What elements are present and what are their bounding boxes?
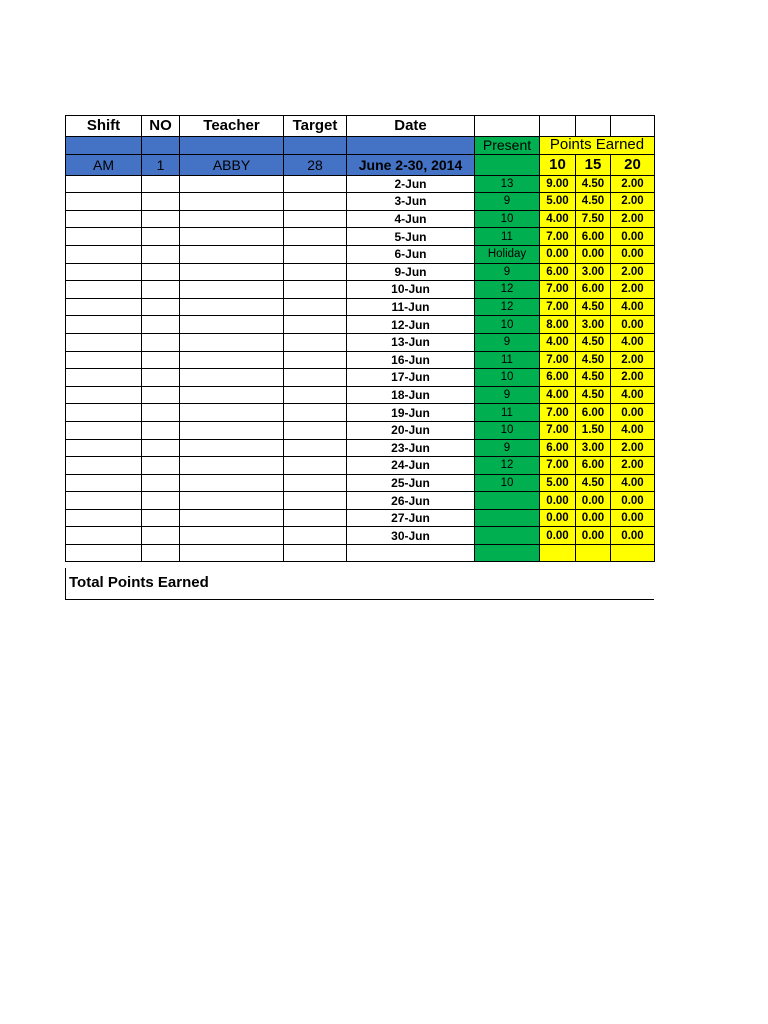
date-cell: 24-Jun — [347, 457, 475, 475]
empty-cell — [180, 369, 284, 387]
table-row — [66, 298, 655, 316]
present-cell: 9 — [475, 263, 540, 281]
present-cell: 11 — [475, 228, 540, 246]
present-cell: 11 — [475, 404, 540, 422]
points-15-cell: 0.00 — [576, 527, 611, 545]
points-10-cell: 7.00 — [540, 351, 576, 369]
date-cell: 2-Jun — [347, 175, 475, 193]
empty-header-cell — [475, 116, 540, 137]
empty-cell — [142, 193, 180, 211]
empty-cell — [180, 527, 284, 545]
total-points-label: Total Points Earned — [69, 574, 209, 591]
table-row — [66, 369, 655, 387]
present-cell: 12 — [475, 281, 540, 299]
empty-cell — [284, 457, 347, 475]
points-15-cell: 4.50 — [576, 193, 611, 211]
subheader-row — [66, 137, 655, 155]
points-15-cell: 6.00 — [576, 457, 611, 475]
tier-15: 15 — [576, 154, 611, 175]
empty-cell — [576, 545, 611, 562]
points-20-cell: 0.00 — [611, 245, 655, 263]
present-cell — [475, 154, 540, 175]
points-15-cell: 3.00 — [576, 439, 611, 457]
points-15-cell: 3.00 — [576, 263, 611, 281]
points-20-cell: 4.00 — [611, 386, 655, 404]
empty-cell — [142, 386, 180, 404]
points-20-cell: 0.00 — [611, 527, 655, 545]
empty-cell — [142, 245, 180, 263]
points-10-cell: 7.00 — [540, 298, 576, 316]
date-cell: 13-Jun — [347, 333, 475, 351]
empty-cell — [142, 545, 180, 562]
empty-cell — [142, 228, 180, 246]
empty-cell — [142, 492, 180, 510]
teacher-row — [66, 154, 655, 175]
present-cell: 9 — [475, 193, 540, 211]
points-20-cell: 2.00 — [611, 457, 655, 475]
points-10-cell: 5.00 — [540, 474, 576, 492]
points-15-cell: 3.00 — [576, 316, 611, 334]
empty-cell — [284, 298, 347, 316]
points-15-cell: 1.50 — [576, 421, 611, 439]
no-value: 1 — [142, 154, 180, 175]
empty-cell — [284, 316, 347, 334]
empty-cell — [142, 457, 180, 475]
points-10-cell: 7.00 — [540, 281, 576, 299]
points-10-cell: 4.00 — [540, 333, 576, 351]
empty-cell — [180, 474, 284, 492]
date-cell: 30-Jun — [347, 527, 475, 545]
date-range: June 2-30, 2014 — [347, 154, 475, 175]
points-15-cell: 0.00 — [576, 509, 611, 527]
empty-cell — [180, 439, 284, 457]
date-cell: 17-Jun — [347, 369, 475, 387]
empty-cell — [66, 457, 142, 475]
empty-cell — [180, 457, 284, 475]
points-20-cell: 2.00 — [611, 351, 655, 369]
points-15-cell: 4.50 — [576, 333, 611, 351]
present-cell: 10 — [475, 316, 540, 334]
points-20-cell: 0.00 — [611, 316, 655, 334]
empty-cell — [180, 263, 284, 281]
empty-cell — [284, 263, 347, 281]
empty-cell — [180, 492, 284, 510]
table-row — [66, 509, 655, 527]
points-20-cell: 0.00 — [611, 404, 655, 422]
points-20-cell: 2.00 — [611, 263, 655, 281]
empty-cell — [66, 298, 142, 316]
empty-cell — [142, 333, 180, 351]
empty-cell — [66, 369, 142, 387]
points-15-cell: 6.00 — [576, 228, 611, 246]
empty-cell — [142, 351, 180, 369]
present-cell — [475, 492, 540, 510]
present-header: Present — [475, 137, 540, 155]
points-20-cell: 4.00 — [611, 298, 655, 316]
date-cell: 16-Jun — [347, 351, 475, 369]
date-cell: 27-Jun — [347, 509, 475, 527]
points-10-cell: 0.00 — [540, 245, 576, 263]
points-10-cell: 4.00 — [540, 386, 576, 404]
empty-cell — [284, 369, 347, 387]
empty-cell — [180, 333, 284, 351]
empty-cell — [66, 316, 142, 334]
empty-cell — [142, 369, 180, 387]
points-10-cell: 0.00 — [540, 492, 576, 510]
table-row — [66, 386, 655, 404]
empty-cell — [284, 228, 347, 246]
empty-cell — [475, 545, 540, 562]
points-earned-header: Points Earned — [540, 137, 655, 155]
date-cell: 11-Jun — [347, 298, 475, 316]
points-10-cell: 6.00 — [540, 439, 576, 457]
header-row — [66, 116, 655, 137]
empty-cell — [180, 228, 284, 246]
empty-cell — [142, 527, 180, 545]
points-10-cell: 7.00 — [540, 228, 576, 246]
points-20-cell: 0.00 — [611, 492, 655, 510]
total-points-row — [65, 568, 654, 600]
tier-20: 20 — [611, 154, 655, 175]
teacher-name: ABBY — [180, 154, 284, 175]
table-row — [66, 351, 655, 369]
empty-cell — [66, 245, 142, 263]
table-row — [66, 281, 655, 299]
present-cell — [475, 527, 540, 545]
empty-cell — [180, 351, 284, 369]
points-15-cell: 4.50 — [576, 175, 611, 193]
points-20-cell: 4.00 — [611, 474, 655, 492]
points-20-cell: 2.00 — [611, 369, 655, 387]
table-row — [66, 333, 655, 351]
empty-cell — [66, 281, 142, 299]
date-cell: 10-Jun — [347, 281, 475, 299]
empty-cell — [142, 509, 180, 527]
present-cell: 9 — [475, 439, 540, 457]
empty-cell — [66, 210, 142, 228]
table-row — [66, 404, 655, 422]
present-cell: 12 — [475, 457, 540, 475]
empty-header-cell — [611, 116, 655, 137]
points-20-cell: 2.00 — [611, 439, 655, 457]
empty-cell — [180, 545, 284, 562]
empty-cell — [611, 545, 655, 562]
points-10-cell: 7.00 — [540, 457, 576, 475]
points-10-cell: 6.00 — [540, 263, 576, 281]
points-20-cell: 2.00 — [611, 193, 655, 211]
empty-cell — [142, 474, 180, 492]
date-cell: 9-Jun — [347, 263, 475, 281]
blue-cell — [347, 137, 475, 155]
points-10-cell: 5.00 — [540, 193, 576, 211]
table-row — [66, 474, 655, 492]
empty-cell — [180, 509, 284, 527]
empty-cell — [180, 281, 284, 299]
points-20-cell: 0.00 — [611, 228, 655, 246]
empty-cell — [66, 527, 142, 545]
empty-cell — [284, 492, 347, 510]
table-row — [66, 263, 655, 281]
table-row — [66, 457, 655, 475]
blue-cell — [142, 137, 180, 155]
present-cell: 13 — [475, 175, 540, 193]
points-10-cell: 4.00 — [540, 210, 576, 228]
empty-cell — [347, 545, 475, 562]
empty-cell — [66, 474, 142, 492]
empty-cell — [284, 333, 347, 351]
date-header: Date — [347, 116, 475, 137]
present-cell: Holiday — [475, 245, 540, 263]
empty-cell — [284, 245, 347, 263]
empty-cell — [66, 228, 142, 246]
teacher-header: Teacher — [180, 116, 284, 137]
empty-cell — [142, 298, 180, 316]
present-cell: 10 — [475, 474, 540, 492]
points-10-cell: 6.00 — [540, 369, 576, 387]
attendance-points-sheet — [65, 115, 655, 562]
points-15-cell: 4.50 — [576, 298, 611, 316]
blue-cell — [66, 137, 142, 155]
table-row — [66, 210, 655, 228]
date-cell: 4-Jun — [347, 210, 475, 228]
empty-cell — [66, 175, 142, 193]
empty-cell — [66, 421, 142, 439]
empty-cell — [180, 245, 284, 263]
empty-cell — [66, 509, 142, 527]
empty-cell — [142, 421, 180, 439]
target-value: 28 — [284, 154, 347, 175]
empty-cell — [284, 386, 347, 404]
points-20-cell: 0.00 — [611, 509, 655, 527]
date-cell: 20-Jun — [347, 421, 475, 439]
empty-cell — [66, 439, 142, 457]
points-10-cell: 7.00 — [540, 404, 576, 422]
points-20-cell: 2.00 — [611, 210, 655, 228]
date-cell: 23-Jun — [347, 439, 475, 457]
table-row — [66, 245, 655, 263]
present-cell: 10 — [475, 210, 540, 228]
empty-cell — [180, 210, 284, 228]
table-row — [66, 439, 655, 457]
empty-cell — [180, 316, 284, 334]
points-15-cell: 7.50 — [576, 210, 611, 228]
present-cell: 9 — [475, 386, 540, 404]
empty-cell — [142, 281, 180, 299]
table-row — [66, 175, 655, 193]
empty-cell — [142, 263, 180, 281]
date-cell: 19-Jun — [347, 404, 475, 422]
blue-cell — [180, 137, 284, 155]
empty-cell — [66, 386, 142, 404]
empty-cell — [180, 193, 284, 211]
present-cell: 11 — [475, 351, 540, 369]
empty-cell — [66, 492, 142, 510]
empty-cell — [284, 404, 347, 422]
empty-cell — [180, 298, 284, 316]
empty-row — [66, 545, 655, 562]
date-cell: 5-Jun — [347, 228, 475, 246]
empty-cell — [284, 439, 347, 457]
blue-cell — [284, 137, 347, 155]
table-row — [66, 492, 655, 510]
points-15-cell: 6.00 — [576, 281, 611, 299]
date-cell: 18-Jun — [347, 386, 475, 404]
table-row — [66, 228, 655, 246]
empty-cell — [284, 545, 347, 562]
present-cell: 12 — [475, 298, 540, 316]
empty-cell — [66, 193, 142, 211]
date-cell: 3-Jun — [347, 193, 475, 211]
table-row — [66, 193, 655, 211]
points-10-cell: 7.00 — [540, 421, 576, 439]
tier-10: 10 — [540, 154, 576, 175]
points-15-cell: 6.00 — [576, 404, 611, 422]
empty-cell — [142, 439, 180, 457]
date-cell: 6-Jun — [347, 245, 475, 263]
date-cell: 25-Jun — [347, 474, 475, 492]
points-15-cell: 0.00 — [576, 492, 611, 510]
table-row — [66, 316, 655, 334]
present-cell: 10 — [475, 369, 540, 387]
empty-cell — [284, 351, 347, 369]
table-row — [66, 527, 655, 545]
empty-cell — [284, 474, 347, 492]
empty-cell — [66, 263, 142, 281]
points-20-cell: 4.00 — [611, 333, 655, 351]
date-cell: 26-Jun — [347, 492, 475, 510]
shift-value: AM — [66, 154, 142, 175]
empty-header-cell — [576, 116, 611, 137]
empty-cell — [142, 316, 180, 334]
present-cell: 9 — [475, 333, 540, 351]
empty-cell — [284, 193, 347, 211]
points-20-cell: 4.00 — [611, 421, 655, 439]
empty-cell — [284, 421, 347, 439]
points-15-cell: 4.50 — [576, 386, 611, 404]
points-15-cell: 4.50 — [576, 474, 611, 492]
points-20-cell: 2.00 — [611, 281, 655, 299]
empty-cell — [180, 404, 284, 422]
empty-cell — [66, 545, 142, 562]
empty-cell — [66, 333, 142, 351]
points-10-cell: 0.00 — [540, 527, 576, 545]
points-10-cell: 8.00 — [540, 316, 576, 334]
empty-cell — [180, 386, 284, 404]
table-row — [66, 421, 655, 439]
present-cell: 10 — [475, 421, 540, 439]
empty-cell — [66, 404, 142, 422]
empty-cell — [284, 175, 347, 193]
no-header: NO — [142, 116, 180, 137]
empty-cell — [284, 210, 347, 228]
points-15-cell: 0.00 — [576, 245, 611, 263]
points-15-cell: 4.50 — [576, 369, 611, 387]
empty-cell — [284, 509, 347, 527]
target-header: Target — [284, 116, 347, 137]
points-10-cell: 0.00 — [540, 509, 576, 527]
shift-header: Shift — [66, 116, 142, 137]
empty-cell — [66, 351, 142, 369]
empty-header-cell — [540, 116, 576, 137]
points-10-cell: 9.00 — [540, 175, 576, 193]
empty-cell — [142, 210, 180, 228]
empty-cell — [284, 527, 347, 545]
empty-cell — [540, 545, 576, 562]
date-cell: 12-Jun — [347, 316, 475, 334]
empty-cell — [142, 404, 180, 422]
empty-cell — [180, 421, 284, 439]
present-cell — [475, 509, 540, 527]
empty-cell — [142, 175, 180, 193]
points-15-cell: 4.50 — [576, 351, 611, 369]
empty-cell — [180, 175, 284, 193]
empty-cell — [284, 281, 347, 299]
points-20-cell: 2.00 — [611, 175, 655, 193]
